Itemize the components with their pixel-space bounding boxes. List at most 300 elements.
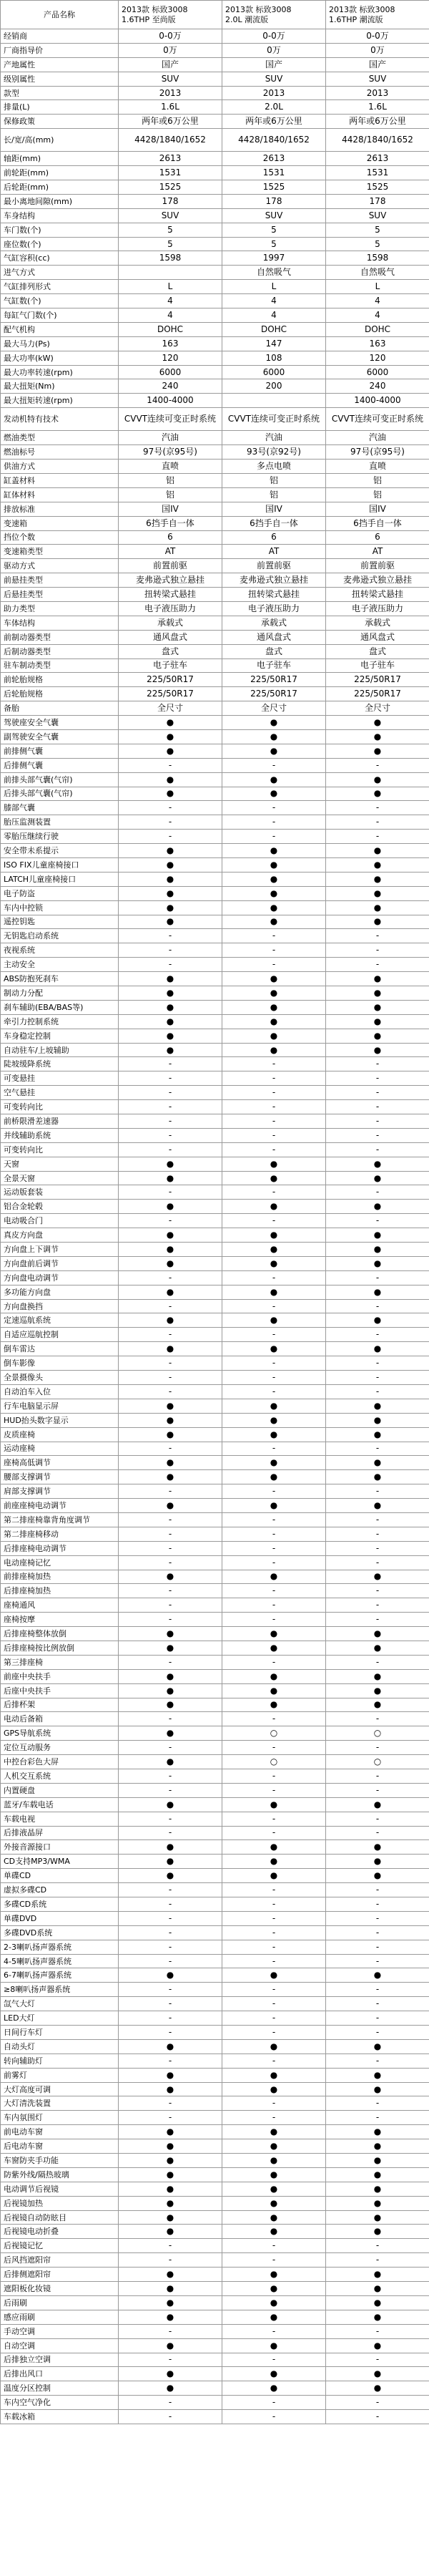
spec-value-model-1: ●: [119, 2154, 222, 2168]
spec-row: [1, 308, 429, 323]
spec-label: 排放标准: [1, 502, 119, 516]
spec-row: [1, 1755, 429, 1769]
spec-value-model-1: ●: [119, 2082, 222, 2096]
spec-value-model-1: ●: [119, 2268, 222, 2282]
spec-value-model-2: -: [222, 1598, 326, 1613]
spec-label: 制动力分配: [1, 986, 119, 1001]
spec-label: 产地属性: [1, 57, 119, 72]
spec-value-model-1: -: [119, 2396, 222, 2410]
spec-row: [1, 2253, 429, 2268]
spec-value-model-1: ●: [119, 2068, 222, 2082]
spec-value-model-1: ●: [119, 1641, 222, 1655]
spec-value-model-2: -: [222, 1541, 326, 1555]
spec-value-model-2: -: [222, 1925, 326, 1940]
spec-value-model-2: 6: [222, 530, 326, 545]
spec-label: 倒车影像: [1, 1356, 119, 1371]
spec-row: [1, 460, 429, 474]
spec-value-model-1: -: [119, 1384, 222, 1399]
spec-label: 进气方式: [1, 266, 119, 280]
spec-row: [1, 431, 429, 445]
spec-value-model-2: ●: [222, 1014, 326, 1029]
spec-row: [1, 1128, 429, 1142]
spec-value-model-2: -: [222, 2410, 326, 2424]
spec-label: 前电动车窗: [1, 2125, 119, 2139]
spec-value-model-3: ●: [326, 2196, 429, 2210]
spec-label: ISO FIX儿童座椅接口: [1, 857, 119, 872]
spec-row: [1, 1185, 429, 1200]
spec-row: [1, 1086, 429, 1100]
spec-value-model-3: DOHC: [326, 322, 429, 336]
spec-value-model-1: ●: [119, 1499, 222, 1513]
spec-value-model-1: ●: [119, 1755, 222, 1769]
spec-value-model-3: -: [326, 1086, 429, 1100]
spec-label: 单碟DVD: [1, 1911, 119, 1925]
spec-value-model-2: -: [222, 758, 326, 772]
spec-row: [1, 502, 429, 516]
spec-value-model-1: -: [119, 1328, 222, 1342]
spec-value-model-3: ●: [326, 2268, 429, 2282]
spec-label: 手动空调: [1, 2324, 119, 2338]
spec-value-model-3: 120: [326, 351, 429, 365]
spec-row: [1, 1726, 429, 1741]
spec-label: 多碟CD系统: [1, 1897, 119, 1912]
spec-value-model-2: ●: [222, 2225, 326, 2239]
spec-label: 后视镜加热: [1, 2196, 119, 2210]
spec-value-model-2: 93号(京92号): [222, 445, 326, 460]
spec-value-model-2: ●: [222, 1399, 326, 1413]
spec-label: 车内中控锁: [1, 900, 119, 915]
spec-label: 后悬挂类型: [1, 588, 119, 602]
spec-label: 座位数(个): [1, 237, 119, 251]
spec-row: [1, 1683, 429, 1698]
spec-row: [1, 1228, 429, 1243]
spec-label: 电动调节后视镜: [1, 2182, 119, 2196]
spec-value-model-2: 麦弗逊式独立悬挂: [222, 573, 326, 588]
spec-row: [1, 2096, 429, 2111]
spec-value-model-1: ●: [119, 1228, 222, 1243]
spec-label: 最小离地间隙(mm): [1, 194, 119, 208]
spec-value-model-3: -: [326, 1925, 429, 1940]
spec-value-model-2: ●: [222, 1427, 326, 1442]
spec-label: 后排液晶屏: [1, 1826, 119, 1840]
spec-value-model-1: ●: [119, 1627, 222, 1641]
spec-value-model-1: ●: [119, 2210, 222, 2225]
spec-label: 2-3喇叭扬声器系统: [1, 1940, 119, 1954]
spec-value-model-1: ●: [119, 1399, 222, 1413]
spec-label: 运动版套装: [1, 1185, 119, 1200]
spec-label: 自动泊车入位: [1, 1384, 119, 1399]
spec-row: [1, 2167, 429, 2182]
spec-label: 前桥限滑差速器: [1, 1114, 119, 1129]
spec-value-model-1: 6000: [119, 365, 222, 379]
spec-value-model-2: 承载式: [222, 616, 326, 630]
spec-row: [1, 673, 429, 687]
spec-row: [1, 1797, 429, 1812]
spec-value-model-2: -: [222, 801, 326, 815]
spec-value-model-1: -: [119, 1512, 222, 1527]
spec-row: [1, 1057, 429, 1071]
spec-value-model-2: ●: [222, 1456, 326, 1470]
spec-value-model-3: 全尺寸: [326, 701, 429, 716]
spec-label: 电动座椅记忆: [1, 1555, 119, 1570]
spec-row: [1, 2381, 429, 2396]
spec-value-model-1: -: [119, 1812, 222, 1826]
spec-row: [1, 772, 429, 787]
spec-label: 牵引力控制系统: [1, 1014, 119, 1029]
spec-value-model-2: ●: [222, 2282, 326, 2296]
spec-value-model-1: -: [119, 1769, 222, 1783]
spec-label: 单碟CD: [1, 1869, 119, 1883]
spec-row: [1, 208, 429, 223]
spec-value-model-1: ●: [119, 2039, 222, 2053]
spec-label: 肩部支撑调节: [1, 1484, 119, 1499]
spec-label: 车内空气净化: [1, 2396, 119, 2410]
spec-value-model-3: -: [326, 1185, 429, 1200]
spec-label: 方向盘换挡: [1, 1299, 119, 1313]
spec-row: [1, 857, 429, 872]
spec-value-model-3: -: [326, 929, 429, 943]
spec-row: [1, 545, 429, 559]
spec-row: [1, 194, 429, 208]
spec-value-model-1: ●: [119, 787, 222, 801]
spec-value-model-3: 0万: [326, 43, 429, 57]
spec-value-model-3: 铝: [326, 473, 429, 487]
spec-label: 定位互动服务: [1, 1741, 119, 1755]
spec-row: [1, 1456, 429, 1470]
spec-row: [1, 2282, 429, 2296]
spec-label: 膝部气囊: [1, 801, 119, 815]
spec-label: 安全带未系提示: [1, 844, 119, 858]
spec-value-model-2: 汽油: [222, 431, 326, 445]
spec-label: 厂商指导价: [1, 43, 119, 57]
spec-value-model-3: -: [326, 2410, 429, 2424]
spec-value-model-3: -: [326, 2053, 429, 2068]
spec-value-model-3: 163: [326, 336, 429, 351]
spec-row: [1, 1655, 429, 1669]
spec-value-model-3: -: [326, 801, 429, 815]
spec-row: [1, 1157, 429, 1171]
spec-value-model-3: 承载式: [326, 616, 429, 630]
spec-label: 挡位个数: [1, 530, 119, 545]
spec-label: 车门数(个): [1, 223, 119, 237]
spec-label: 缸体材料: [1, 487, 119, 502]
spec-row: [1, 1855, 429, 1869]
spec-row: [1, 573, 429, 588]
spec-value-model-2: ●: [222, 1413, 326, 1427]
spec-row: [1, 115, 429, 129]
spec-value-model-3: ●: [326, 1456, 429, 1470]
spec-value-model-2: 200: [222, 379, 326, 394]
spec-row: [1, 958, 429, 972]
spec-value-model-2: SUV: [222, 72, 326, 86]
spec-value-model-3: -: [326, 1655, 429, 1669]
spec-value-model-3: -: [326, 1826, 429, 1840]
spec-value-model-1: -: [119, 815, 222, 830]
spec-value-model-2: ●: [222, 2381, 326, 2396]
spec-value-model-3: ●: [326, 1499, 429, 1513]
spec-value-model-3: 盘式: [326, 644, 429, 658]
spec-row: [1, 716, 429, 730]
spec-value-model-3: -: [326, 1100, 429, 1114]
spec-value-model-3: 4: [326, 308, 429, 323]
spec-value-model-1: ●: [119, 2310, 222, 2324]
spec-value-model-3: -: [326, 1527, 429, 1541]
spec-label: 助力类型: [1, 601, 119, 616]
spec-label: 方向盘上下调节: [1, 1243, 119, 1257]
spec-value-model-1: ●: [119, 1029, 222, 1043]
spec-value-model-3: -: [326, 1484, 429, 1499]
spec-value-model-1: -: [119, 1442, 222, 1456]
spec-row: [1, 744, 429, 758]
spec-row: [1, 658, 429, 673]
spec-value-model-1: 1.6L: [119, 100, 222, 115]
spec-value-model-1: -: [119, 1555, 222, 1570]
spec-label: 定速巡航系统: [1, 1313, 119, 1328]
spec-value-model-3: ●: [326, 1228, 429, 1243]
spec-row: [1, 986, 429, 1001]
spec-row: [1, 2295, 429, 2310]
spec-value-model-3: ●: [326, 2367, 429, 2381]
spec-row: [1, 2053, 429, 2068]
spec-value-model-3: ●: [326, 886, 429, 900]
spec-value-model-3: -: [326, 1299, 429, 1313]
spec-value-model-3: ●: [326, 1157, 429, 1171]
spec-value-model-2: ●: [222, 1256, 326, 1270]
spec-value-model-2: 通风盘式: [222, 630, 326, 644]
spec-label: 刹车辅助(EBA/BAS等): [1, 1000, 119, 1014]
spec-value-model-2: ●: [222, 1570, 326, 1584]
spec-value-model-2: 2.0L: [222, 100, 326, 115]
spec-value-model-1: CVVT连续可变正时系统: [119, 408, 222, 431]
spec-row: [1, 1911, 429, 1925]
spec-value-model-3: ●: [326, 1570, 429, 1584]
spec-value-model-1: 6挡手自一体: [119, 516, 222, 530]
spec-value-model-3: -: [326, 1783, 429, 1797]
spec-value-model-3: 通风盘式: [326, 630, 429, 644]
spec-value-model-2: ●: [222, 2154, 326, 2168]
spec-value-model-2: 电子液压助力: [222, 601, 326, 616]
spec-value-model-2: ●: [222, 915, 326, 929]
spec-value-model-3: ●: [326, 986, 429, 1001]
spec-label: 中控台彩色大屏: [1, 1755, 119, 1769]
spec-value-model-2: ●: [222, 2082, 326, 2096]
spec-label: 自动头灯: [1, 2039, 119, 2053]
spec-label: 可变转向比: [1, 1142, 119, 1157]
spec-value-model-1: ●: [119, 1669, 222, 1683]
spec-value-model-1: ●: [119, 2338, 222, 2353]
spec-value-model-1: ●: [119, 2139, 222, 2154]
spec-row: [1, 394, 429, 408]
spec-row: [1, 1399, 429, 1413]
spec-value-model-2: 全尺寸: [222, 701, 326, 716]
spec-value-model-2: ●: [222, 2068, 326, 2082]
spec-value-model-3: -: [326, 1954, 429, 1968]
spec-row: [1, 1470, 429, 1484]
spec-row: [1, 1499, 429, 1513]
spec-label: 配气机构: [1, 322, 119, 336]
spec-row: [1, 57, 429, 72]
spec-label: 运动座椅: [1, 1442, 119, 1456]
spec-value-model-1: ●: [119, 844, 222, 858]
spec-value-model-3: 4: [326, 294, 429, 308]
spec-row: [1, 1769, 429, 1783]
spec-row: [1, 1100, 429, 1114]
spec-label: 缸盖材料: [1, 473, 119, 487]
spec-value-model-2: ●: [222, 1968, 326, 1983]
spec-row: [1, 487, 429, 502]
spec-row: [1, 2396, 429, 2410]
spec-value-model-1: -: [119, 1925, 222, 1940]
spec-label: 车载冰箱: [1, 2410, 119, 2424]
spec-label: 车身结构: [1, 208, 119, 223]
spec-value-model-1: 汽油: [119, 431, 222, 445]
spec-value-model-3: 0-0万: [326, 29, 429, 44]
spec-value-model-1: 2613: [119, 152, 222, 166]
spec-value-model-3: 麦弗逊式独立悬挂: [326, 573, 429, 588]
spec-label: 无钥匙启动系统: [1, 929, 119, 943]
spec-value-model-1: -: [119, 1057, 222, 1071]
spec-value-model-2: -: [222, 1214, 326, 1228]
spec-value-model-3: ●: [326, 857, 429, 872]
spec-label: 自动驻车/上坡辅助: [1, 1043, 119, 1057]
spec-value-model-3: 1598: [326, 251, 429, 266]
spec-value-model-2: -: [222, 1114, 326, 1129]
spec-label: 第二排座椅靠背角度调节: [1, 1512, 119, 1527]
spec-value-model-2: ●: [222, 2125, 326, 2139]
spec-value-model-2: CVVT连续可变正时系统: [222, 408, 326, 431]
spec-value-model-1: -: [119, 1954, 222, 1968]
spec-label: GPS导航系统: [1, 1726, 119, 1741]
spec-value-model-3: ●: [326, 1342, 429, 1356]
spec-label: 前座座椅电动调节: [1, 1499, 119, 1513]
spec-row: [1, 379, 429, 394]
spec-value-model-3: -: [326, 1384, 429, 1399]
spec-value-model-1: 4: [119, 294, 222, 308]
spec-value-model-2: -: [222, 1940, 326, 1954]
spec-label: 皮质座椅: [1, 1427, 119, 1442]
spec-row: [1, 801, 429, 815]
spec-value-model-3: ●: [326, 2154, 429, 2168]
spec-value-model-2: -: [222, 1128, 326, 1142]
spec-row: [1, 1840, 429, 1855]
spec-row: [1, 758, 429, 772]
spec-value-model-2: ●: [222, 1157, 326, 1171]
spec-label: 温度分区控制: [1, 2381, 119, 2396]
spec-value-model-2: ●: [222, 900, 326, 915]
spec-value-model-2: -: [222, 1911, 326, 1925]
spec-value-model-2: 0-0万: [222, 29, 326, 44]
spec-row: [1, 1342, 429, 1356]
spec-row: [1, 530, 429, 545]
spec-value-model-2: ●: [222, 716, 326, 730]
spec-value-model-3: 240: [326, 379, 429, 394]
spec-value-model-3: 电子驻车: [326, 658, 429, 673]
spec-value-model-1: ●: [119, 1014, 222, 1029]
spec-value-model-3: ○: [326, 1755, 429, 1769]
spec-value-model-2: ●: [222, 986, 326, 1001]
spec-label: 后座中央扶手: [1, 1683, 119, 1698]
spec-label: 方向盘前后调节: [1, 1256, 119, 1270]
spec-value-model-1: -: [119, 2353, 222, 2367]
spec-label: 电动后备箱: [1, 1712, 119, 1726]
spec-label: 驻车制动类型: [1, 658, 119, 673]
spec-value-model-2: ●: [222, 1627, 326, 1641]
spec-value-model-2: ●: [222, 2268, 326, 2282]
spec-value-model-1: -: [119, 1826, 222, 1840]
spec-value-model-2: 4: [222, 294, 326, 308]
spec-label: 后雨刷: [1, 2295, 119, 2310]
spec-value-model-2: -: [222, 1384, 326, 1399]
spec-label: 发动机特有技术: [1, 408, 119, 431]
spec-value-model-3: ●: [326, 1797, 429, 1812]
spec-value-model-1: 盘式: [119, 644, 222, 658]
spec-value-model-1: -: [119, 1983, 222, 1997]
spec-value-model-2: 225/50R17: [222, 687, 326, 701]
spec-label: 经销商: [1, 29, 119, 44]
spec-label: 座椅按摩: [1, 1613, 119, 1627]
spec-value-model-2: 盘式: [222, 644, 326, 658]
spec-value-model-1: ●: [119, 872, 222, 886]
spec-value-model-2: -: [222, 1100, 326, 1114]
spec-row: [1, 2268, 429, 2282]
spec-row: [1, 1613, 429, 1627]
spec-label: 外接音源接口: [1, 1840, 119, 1855]
spec-value-model-1: ●: [119, 1869, 222, 1883]
spec-row: [1, 180, 429, 195]
spec-row: [1, 1384, 429, 1399]
spec-value-model-3: ●: [326, 1869, 429, 1883]
spec-value-model-2: ●: [222, 1171, 326, 1185]
spec-row: [1, 601, 429, 616]
spec-value-model-2: -: [222, 2026, 326, 2040]
spec-value-model-3: ●: [326, 1470, 429, 1484]
spec-value-model-1: -: [119, 2096, 222, 2111]
spec-value-model-3: 自然吸气: [326, 266, 429, 280]
spec-value-model-2: ●: [222, 1285, 326, 1299]
spec-label: 第三排座椅: [1, 1655, 119, 1669]
spec-value-model-1: ●: [119, 1698, 222, 1712]
header-row: [1, 1, 429, 29]
spec-value-model-3: 汽油: [326, 431, 429, 445]
spec-label: 后排侧气囊: [1, 758, 119, 772]
spec-row: [1, 2026, 429, 2040]
spec-label: 夜视系统: [1, 943, 119, 958]
spec-row: [1, 2154, 429, 2168]
spec-value-model-2: 国产: [222, 57, 326, 72]
spec-value-model-3: -: [326, 1598, 429, 1613]
spec-row: [1, 280, 429, 294]
spec-value-model-3: ●: [326, 1855, 429, 1869]
spec-row: [1, 2210, 429, 2225]
spec-label: HUD抬头数字显示: [1, 1413, 119, 1427]
spec-value-model-1: ●: [119, 1313, 222, 1328]
spec-value-model-2: ●: [222, 1669, 326, 1683]
spec-row: [1, 1142, 429, 1157]
spec-row: [1, 1925, 429, 1940]
spec-value-model-3: ●: [326, 1313, 429, 1328]
spec-label: 后排头部气囊(气帘): [1, 787, 119, 801]
spec-row: [1, 72, 429, 86]
spec-value-model-1: -: [119, 2111, 222, 2125]
spec-row: [1, 1328, 429, 1342]
spec-value-model-1: 97号(京95号): [119, 445, 222, 460]
spec-value-model-2: SUV: [222, 208, 326, 223]
spec-value-model-1: ●: [119, 1840, 222, 1855]
spec-label: 蓝牙/车载电话: [1, 1797, 119, 1812]
spec-row: [1, 1114, 429, 1129]
spec-value-model-2: -: [222, 1883, 326, 1897]
spec-value-model-2: ●: [222, 2367, 326, 2381]
